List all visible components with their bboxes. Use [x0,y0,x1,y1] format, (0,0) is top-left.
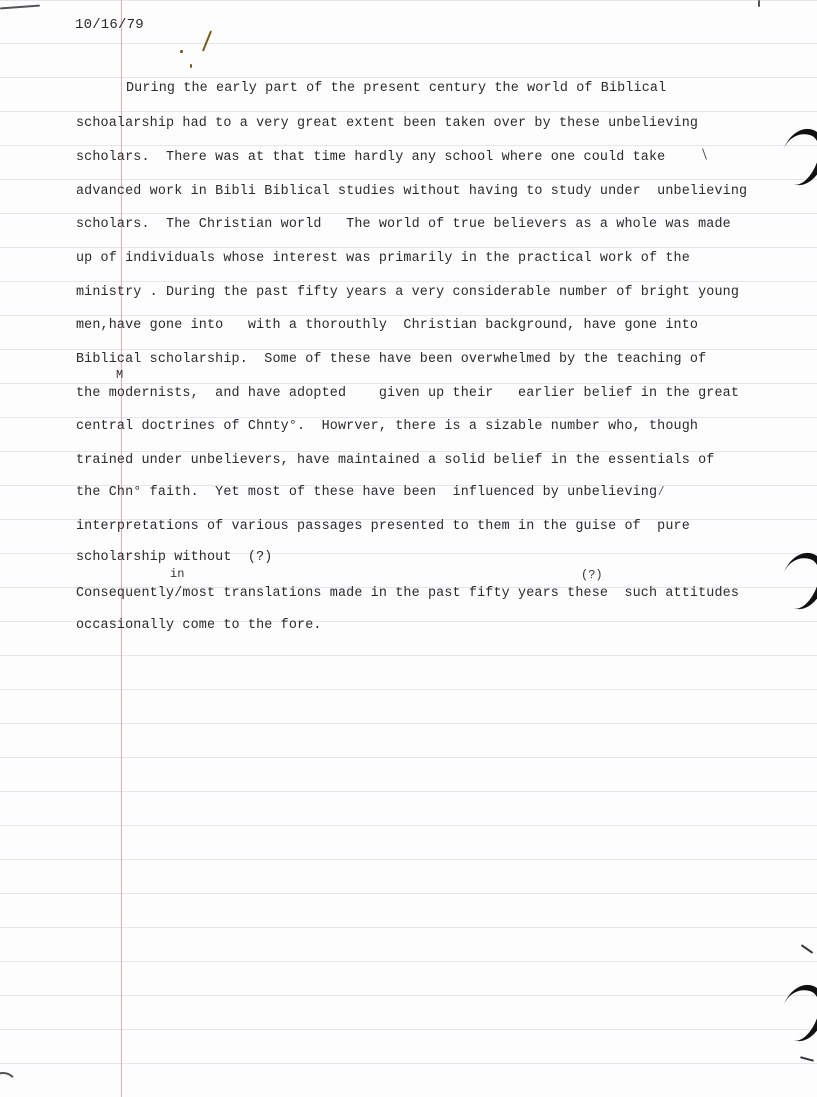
interlinear-m-mark: M [116,368,124,382]
interlinear-in-mark: in [170,567,185,581]
text-line: the modernists, and have adopted given up their earlier belief in the great [76,386,740,401]
text-line: During the early part of the present century the world of Biblical [126,81,667,96]
interlinear-question-mark: (?) [581,568,603,582]
text-line: scholars. The Christian world The world of true believers as a whole was made [76,217,731,232]
hole-punch-bottom [773,979,817,1048]
edge-tick-mark [800,1056,814,1062]
text-line: advanced work in Bibli Biblical studies without having to study under unbelieving [76,184,748,199]
ink-stroke-mark [202,30,212,51]
text-line: Consequently/most translations made in the past fifty years these such attitudes [76,586,740,601]
document-date: 10/16/79 [75,17,144,33]
text-line: schoalarship had to a very great extent been taken over by these unbelieving [76,116,699,131]
edge-tick-mark [801,944,814,954]
pencil-tick-mark [702,148,707,160]
ink-dot-mark [190,64,192,68]
hole-punch-middle [773,547,817,616]
hole-punch-top [773,123,817,192]
text-line: Biblical scholarship. Some of these have been overwhelmed by the teaching of [76,352,707,367]
text-line: ministry . During the past fifty years a very considerable number of bright young [76,285,740,300]
text-line: central doctrines of Chnty°. Howrver, there is a sizable number who, though [76,419,699,434]
ink-dot-mark [180,50,183,53]
text-line: scholars. There was at that time hardly any school where one could take [76,150,666,165]
page-corner-curl [0,1072,18,1097]
text-line: men,have gone into with a thorouthly Christian background, have gone into [76,318,699,333]
pencil-tick-mark [758,0,760,7]
text-line: scholarship without (?) [76,550,273,565]
text-line: occasionally come to the fore. [76,618,322,633]
text-line: the Chn° faith. Yet most of these have been influenced by unbelieving⁄ [76,485,666,500]
text-line: up of individuals whose interest was primarily in the practical work of the [76,251,690,266]
edge-tick-mark [0,5,40,10]
text-line: interpretations of various passages presented to them in the guise of pure [76,519,690,534]
text-line: trained under unbelievers, have maintained a solid belief in the essentials of [76,453,715,468]
